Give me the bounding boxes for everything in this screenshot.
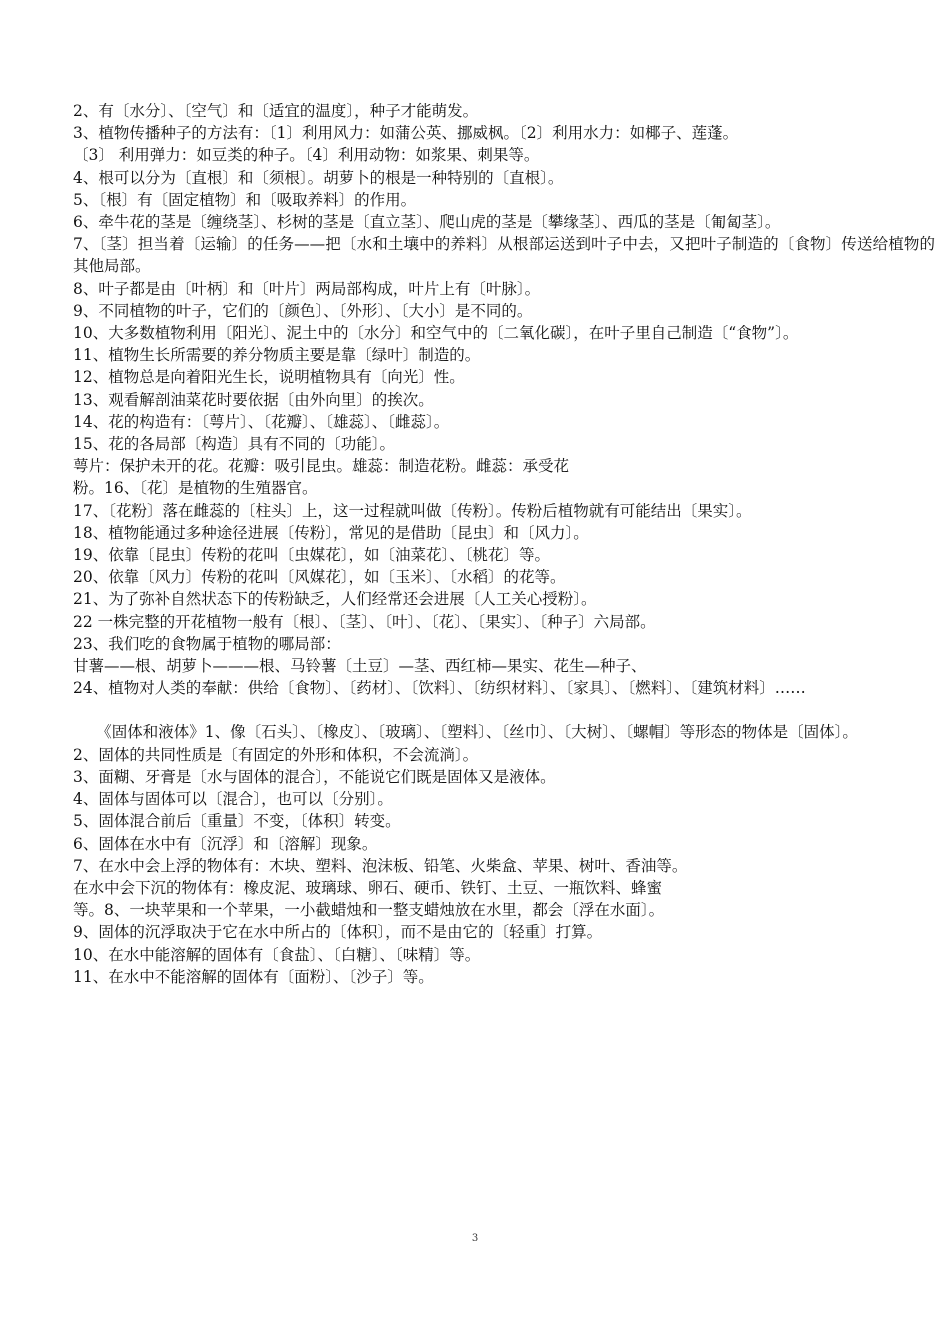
text-line: 5、〔根〕有〔固定植物〕和〔吸取养料〕的作用。 <box>73 190 417 209</box>
text-line: 4、固体与固体可以〔混合〕，也可以〔分别〕。 <box>73 790 393 809</box>
text-line: 8、叶子都是由〔叶柄〕和〔叶片〕两局部构成，叶片上有〔叶脉〕。 <box>73 279 541 298</box>
text-line: 等。8、一块苹果和一个苹果，一小截蜡烛和一整支蜡烛放在水里，都会〔浮在水面〕。 <box>73 901 665 920</box>
text-line: 14、花的构造有：〔萼片〕、〔花瓣〕、〔雄蕊〕、〔雌蕊〕。 <box>73 412 450 431</box>
text-line: 11、植物生长所需要的养分物质主要是靠〔绿叶〕制造的。 <box>73 346 481 365</box>
text-line: 12、植物总是向着阳光生长，说明植物具有〔向光〕性。 <box>73 368 465 387</box>
text-line: 17、〔花粉〕落在雌蕊的〔柱头〕上，这一过程就叫做〔传粉〕。传粉后植物就有可能结出〔果实〕。 <box>73 501 752 520</box>
text-line: 3、面糊、牙膏是〔水与固体的混合〕，不能说它们既是固体又是液体。 <box>73 767 556 786</box>
text-line: 萼片：保护未开的花。花瓣：吸引昆虫。雄蕊：制造花粉。雌蕊：承受花 <box>73 457 570 476</box>
page-number: 3 <box>471 1233 479 1244</box>
text-line: 21、为了弥补自然状态下的传粉缺乏，人们经常还会进展〔人工关心授粉〕。 <box>73 590 597 609</box>
text-line: 20、依靠〔风力〕传粉的花叫〔风媒花〕，如〔玉米〕、〔水稻〕的花等。 <box>73 568 566 587</box>
text-line: 〔3〕 利用弹力：如豆类的种子。〔4〕利用动物：如浆果、刺果等。 <box>73 146 540 165</box>
text-line: 15、花的各局部〔构造〕具有不同的〔功能〕。 <box>73 435 395 454</box>
document-body <box>73 100 935 988</box>
text-line: 甘薯——根、胡萝卜———根、马铃薯〔土豆〕—茎、西红柿—果实、花生—种子、 <box>73 657 647 676</box>
text-line: 2、有〔水分〕、〔空气〕和〔适宜的温度〕，种子才能萌发。 <box>73 102 479 120</box>
text-line: 19、依靠〔昆虫〕传粉的花叫〔虫媒花〕，如〔油菜花〕、〔桃花〕等。 <box>73 546 550 565</box>
text-line: 9、不同植物的叶子，它们的〔颜色〕、〔外形〕、〔大小〕是不同的。 <box>73 301 533 320</box>
text-line: 11、在水中不能溶解的固体有〔面粉〕、〔沙子〕等。 <box>73 967 434 986</box>
text-line: 18、植物能通过多种途径进展〔传粉〕，常见的是借助〔昆虫〕和〔风力〕。 <box>73 523 589 542</box>
text-line: 6、固体在水中有〔沉浮〕和〔溶解〕现象。 <box>73 834 378 853</box>
text-line: 粉。16、〔花〕是植物的生殖器官。 <box>73 479 318 498</box>
text-line: 23、我们吃的食物属于植物的哪局部： <box>73 634 341 653</box>
text-line: 13、观看解剖油菜花时要依据〔由外向里〕的挨次。 <box>73 390 434 409</box>
text-line: 2、固体的共同性质是〔有固定的外形和体积，不会流淌〕。 <box>73 745 479 764</box>
text-line: 22 一株完整的开花植物一般有〔根〕、〔茎〕、〔叶〕、〔花〕、〔果实〕、〔种子〕六局部。 <box>73 612 656 631</box>
text-line: 7、在水中会上浮的物体有：木块、塑料、泡沫板、铅笔、火柴盒、苹果、树叶、香油等。 <box>73 856 688 875</box>
text-line: 9、固体的沉浮取决于它在水中所占的〔体积〕，而不是由它的〔轻重〕打算。 <box>73 923 603 942</box>
section-intro-paragraph: 《固体和液体》1、像〔石头〕、〔橡皮〕、〔玻璃〕、〔塑料〕、〔丝巾〕、〔大树〕、〔螺帽〕等形态的物体是〔固体〕。 <box>73 723 858 742</box>
paragraph-spacer <box>73 699 935 721</box>
text-paragraph: 10、大多数植物利用〔阳光〕、泥土中的〔水分〕和空气中的〔二氧化碳〕，在叶子里自己制造〔“食物”〕。 <box>73 324 799 343</box>
text-paragraph: 6、牵牛花的茎是〔缠绕茎〕、杉树的茎是〔直立茎〕、爬山虎的茎是〔攀缘茎〕、西瓜的茎是〔匍匐茎〕。 <box>73 213 781 232</box>
text-line: 3、植物传播种子的方法有：〔1〕利用风力：如蒲公英、挪威枫。〔2〕利用水力：如椰子、莲蓬。 <box>73 124 739 143</box>
text-line: 5、固体混合前后〔重量〕不变，〔体积〕转变。 <box>73 812 401 831</box>
text-paragraph: 24、植物对人类的奉献：供给〔食物〕、〔药材〕、〔饮料〕、〔纺织材料〕、〔家具〕、〔燃料〕、〔建筑材料〕…… <box>73 679 806 698</box>
text-line: 10、在水中能溶解的固体有〔食盐〕、〔白糖〕、〔味精〕等。 <box>73 945 481 964</box>
text-paragraph: 7、〔茎〕担当着〔运输〕的任务——把〔水和土壤中的养料〕从根部运送到叶子中去，又把叶子制造的〔食物〕传送给植物的其他局部。 <box>73 235 935 276</box>
text-line: 在水中会下沉的物体有：橡皮泥、玻璃球、卵石、硬币、铁钉、土豆、一瓶饮料、蜂蜜 <box>73 878 663 897</box>
text-line: 4、根可以分为〔直根〕和〔须根〕。胡萝卜的根是一种特别的〔直根〕。 <box>73 168 564 187</box>
